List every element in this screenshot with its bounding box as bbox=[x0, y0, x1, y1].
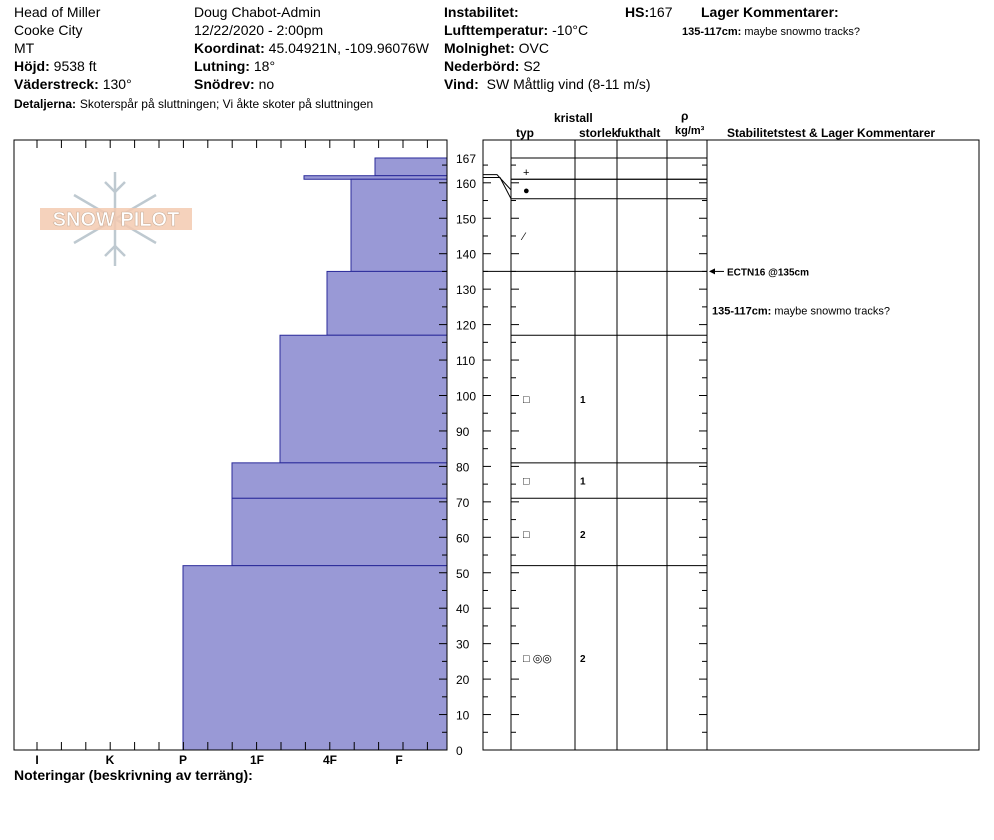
snow-height-label: HS: bbox=[625, 4, 650, 20]
snowpilot-logo bbox=[40, 172, 192, 266]
wind-value: SW Måttlig vind (8-11 m/s) bbox=[486, 76, 651, 92]
connector-2 bbox=[483, 175, 511, 190]
cloud-cover-label: Molnighet: bbox=[444, 40, 515, 56]
y-tick-label: 160 bbox=[456, 176, 477, 191]
location-name: Head of Miller bbox=[14, 4, 101, 20]
layers-frame bbox=[483, 140, 979, 750]
snow-height-value: 167 bbox=[649, 4, 673, 20]
column-density-unit: kg/m³ bbox=[675, 125, 705, 137]
stability-arrowhead-0 bbox=[709, 268, 715, 274]
instability-label: Instabilitet: bbox=[444, 4, 519, 20]
y-tick-label: 120 bbox=[456, 318, 477, 333]
crystal-symbol-1: ● bbox=[523, 184, 530, 197]
cloud-cover-value: OVC bbox=[518, 40, 549, 56]
y-tick-label: 167 bbox=[456, 151, 477, 166]
precipitation-label: Nederbörd: bbox=[444, 58, 520, 74]
hardness-layer-5 bbox=[232, 463, 447, 498]
crystal-symbol-5: □ bbox=[523, 528, 530, 541]
column-type: typ bbox=[516, 126, 534, 140]
y-tick-label: 40 bbox=[456, 602, 470, 617]
precipitation-value: S2 bbox=[523, 58, 541, 74]
slope-value: 18° bbox=[253, 58, 276, 74]
y-tick-label: 110 bbox=[456, 354, 476, 369]
air-temperature-label: Lufttemperatur: bbox=[444, 22, 549, 38]
state-name: MT bbox=[14, 40, 35, 56]
layer-comment-0: 135-117cm: maybe snowmo tracks? bbox=[712, 305, 890, 318]
y-tick-label: 50 bbox=[456, 566, 470, 581]
y-tick-label: 60 bbox=[456, 531, 470, 546]
column-crystal: kristall bbox=[554, 111, 593, 125]
crystal-symbol-2: ⁄ bbox=[523, 230, 525, 243]
column-rho: ρ bbox=[681, 109, 689, 123]
aspect-value: 130° bbox=[102, 76, 132, 92]
hardness-layer-7 bbox=[183, 566, 447, 750]
hardness-layer-4 bbox=[280, 335, 447, 463]
y-tick-label: 90 bbox=[456, 424, 470, 439]
hardness-layer-0 bbox=[375, 158, 447, 176]
hardness-layer-2 bbox=[351, 179, 447, 271]
slope-label: Lutning: bbox=[194, 58, 250, 74]
details-value: Skoterspår på sluttningen; Vi åkte skoter på sluttningen bbox=[79, 97, 374, 111]
x-tick-label: K bbox=[105, 753, 115, 767]
layer-comment-top-text: maybe snowmo tracks? bbox=[744, 26, 860, 38]
crystal-size-5: 2 bbox=[580, 529, 586, 541]
crystal-symbol-4: □ bbox=[523, 475, 530, 488]
y-tick-label: 150 bbox=[456, 212, 477, 227]
y-tick-label: 0 bbox=[456, 744, 463, 758]
column-moisture: fukthalt bbox=[617, 126, 661, 140]
wind-label: Vind: bbox=[444, 76, 479, 92]
y-tick-label: 30 bbox=[456, 637, 470, 652]
connector-1 bbox=[483, 177, 511, 198]
layer-comments-label: Lager Kommentarer: bbox=[701, 4, 839, 20]
column-stability: Stabilitetstest & Lager Kommentarer bbox=[727, 126, 936, 140]
observation-datetime: 12/22/2020 - 2:00pm bbox=[194, 22, 324, 38]
x-tick-label: F bbox=[395, 753, 403, 767]
crystal-symbol-3: □ bbox=[523, 394, 530, 407]
coordinates-value: 45.04921N, -109.96076W bbox=[268, 40, 429, 56]
elevation-label: Höjd: bbox=[14, 58, 50, 74]
y-tick-label: 80 bbox=[456, 460, 470, 475]
y-tick-label: 130 bbox=[456, 283, 477, 298]
y-tick-label: 100 bbox=[456, 389, 477, 404]
y-tick-label: 70 bbox=[456, 495, 470, 510]
y-tick-label: 20 bbox=[456, 673, 470, 688]
x-tick-label: I bbox=[35, 753, 39, 767]
notes-label: Noteringar (beskrivning av terräng): bbox=[14, 767, 253, 783]
stability-test-0: ECTN16 @135cm bbox=[727, 267, 810, 279]
hardness-layer-6 bbox=[232, 498, 447, 565]
x-tick-label: P bbox=[178, 753, 188, 767]
details-label: Detaljerna: bbox=[14, 97, 77, 111]
column-size: storlek bbox=[579, 126, 619, 140]
aspect-label: Väderstreck: bbox=[14, 76, 99, 92]
layer-comment-top-range: 135-117cm: bbox=[682, 26, 742, 38]
crystal-symbol-6: □ ◎◎ bbox=[523, 652, 552, 665]
air-temperature-value: -10°C bbox=[552, 22, 589, 38]
coordinates-label: Koordinat: bbox=[194, 40, 265, 56]
crystal-size-4: 1 bbox=[580, 476, 586, 488]
x-tick-label: 4F bbox=[322, 753, 338, 767]
hardness-layer-3 bbox=[327, 271, 447, 335]
crystal-size-3: 1 bbox=[580, 395, 586, 407]
elevation-value: 9538 ft bbox=[53, 58, 97, 74]
logo-text: SNOW PILOT bbox=[52, 209, 180, 231]
observer-name: Doug Chabot-Admin bbox=[194, 4, 321, 20]
crystal-symbol-0: + bbox=[523, 167, 530, 180]
y-tick-label: 10 bbox=[456, 708, 470, 723]
snowdrift-value: no bbox=[258, 76, 275, 92]
hardness-layer-1 bbox=[304, 176, 447, 180]
city-name: Cooke City bbox=[14, 22, 83, 38]
x-tick-label: 1F bbox=[249, 753, 265, 767]
y-tick-label: 140 bbox=[456, 247, 477, 262]
crystal-size-6: 2 bbox=[580, 653, 586, 665]
snowdrift-label: Snödrev: bbox=[194, 76, 255, 92]
